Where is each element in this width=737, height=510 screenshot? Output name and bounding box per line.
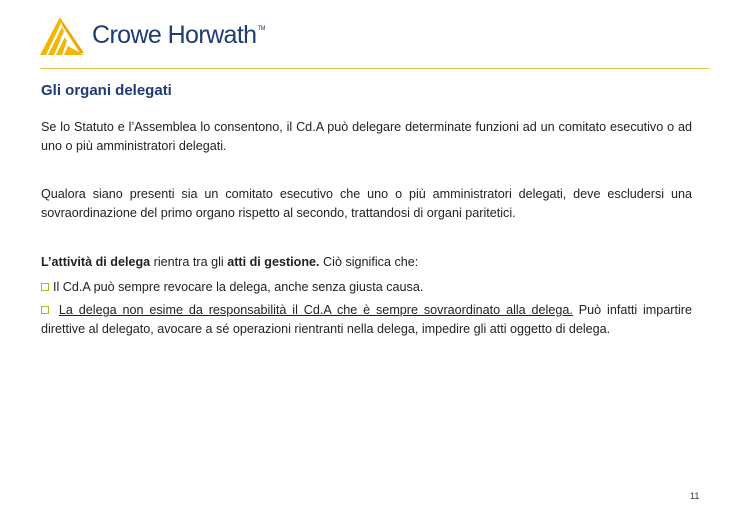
paragraph-statuto: Se lo Statuto e l’Assemblea lo consentono, il Cd.A può delegare determinate funzioni ad un comitato esecutivo o ad uno o più amministratori delegati. <box>41 120 692 153</box>
bold-attivita-delega: L’attività di delega <box>41 255 151 269</box>
text-rientra: rientra tra gli <box>150 255 228 269</box>
checkbox-bullet-icon <box>41 306 49 314</box>
bullet-text-direttive: Può infatti impartire direttive al delegato, avocare a sé operazioni rientranti nella delega, impedire gli atti oggetto di delega. <box>41 303 692 336</box>
logo-wordmark: Crowe Horwath™ <box>92 21 265 49</box>
bullet-text-underlined: La delega non esime da responsabilità il Cd.A che è sempre sovraordinato alla delega. <box>58 303 573 317</box>
page-number: 11 <box>690 491 700 501</box>
bullet-item-responsabilita <box>41 301 692 339</box>
header-divider <box>40 68 709 69</box>
bullet-item-revoca <box>41 278 692 297</box>
checkbox-bullet-icon <box>41 283 49 291</box>
bullet-text-revoca: Il Cd.A può sempre revocare la delega, anche senza giusta causa. <box>53 280 424 294</box>
paragraph-attivita <box>41 253 692 272</box>
trademark-mark: TM <box>257 26 265 32</box>
text-significa: Ciò significa che: <box>319 255 419 269</box>
paragraph-comitato: Qualora siano presenti sia un comitato esecutivo che uno o più amministratori delegati, deve escludersi una sovraordinazione del primo organo rispetto al secondo, trattandosi di organi paritetici. <box>41 187 692 220</box>
crowe-horwath-mark-icon <box>40 15 84 55</box>
bold-atti-gestione: atti di gestione. <box>227 255 320 269</box>
slide-title: Gli organi delegati <box>41 82 172 99</box>
crowe-horwath-logo <box>40 14 265 56</box>
